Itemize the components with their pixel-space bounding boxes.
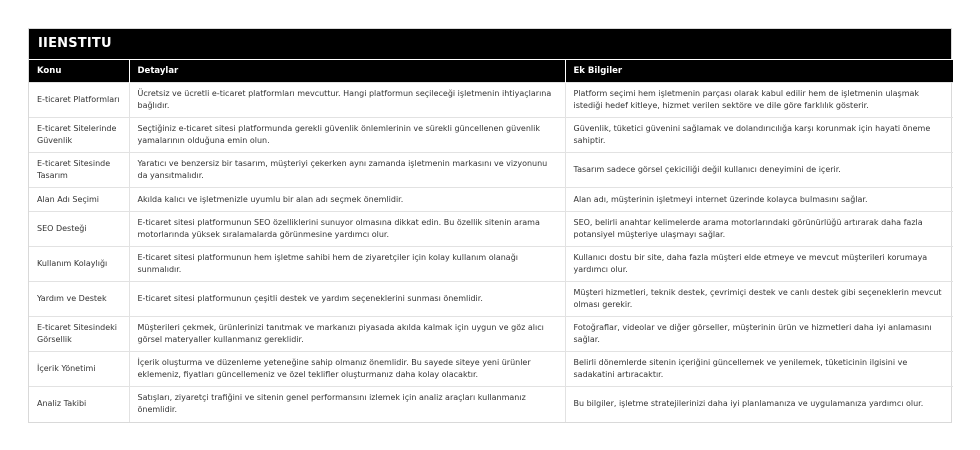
cell-detay: Satışları, ziyaretçi trafiğini ve sitenin genel performansını izlemek için analiz araçları kullanmanız önemlidir.	[129, 387, 565, 422]
header-konu: Konu	[29, 60, 129, 83]
cell-konu: E-ticaret Sitelerinde Güvenlik	[29, 118, 129, 153]
info-table	[29, 59, 953, 422]
table-row	[29, 212, 953, 247]
cell-konu: E-ticaret Sitesindeki Görsellik	[29, 317, 129, 352]
cell-konu: Alan Adı Seçimi	[29, 188, 129, 212]
cell-konu: E-ticaret Platformları	[29, 83, 129, 118]
cell-konu: SEO Desteği	[29, 212, 129, 247]
content-table-card	[28, 28, 952, 423]
cell-detay: Seçtiğiniz e-ticaret sitesi platformunda gerekli güvenlik önlemlerinin ve sürekli güncellenen güvenlik yamalarının olduğuna emin olun.	[129, 118, 565, 153]
cell-ek: Belirli dönemlerde sitenin içeriğini güncellemek ve yenilemek, tüketicinin ilgisini ve sadakatini artıracaktır.	[565, 352, 953, 387]
cell-konu: E-ticaret Sitesinde Tasarım	[29, 153, 129, 188]
table-row	[29, 387, 953, 422]
cell-ek: Müşteri hizmetleri, teknik destek, çevrimiçi destek ve canlı destek gibi seçeneklerin mevcut olması gerekir.	[565, 282, 953, 317]
cell-ek: Güvenlik, tüketici güvenini sağlamak ve dolandırıcılığa karşı korunmak için hayati öneme sahiptir.	[565, 118, 953, 153]
cell-detay: Akılda kalıcı ve işletmenizle uyumlu bir alan adı seçmek önemlidir.	[129, 188, 565, 212]
cell-ek: SEO, belirli anahtar kelimelerde arama motorlarındaki görünürlüğü artırarak daha fazla potansiyel müşteriye ulaşmayı sağlar.	[565, 212, 953, 247]
cell-ek: Tasarım sadece görsel çekiciliği değil kullanıcı deneyimini de içerir.	[565, 153, 953, 188]
cell-ek: Bu bilgiler, işletme stratejilerinizi daha iyi planlamanıza ve uygulamanıza yardımcı olur.	[565, 387, 953, 422]
header-detaylar: Detaylar	[129, 60, 565, 83]
cell-ek: Fotoğraflar, videolar ve diğer görseller, müşterinin ürün ve hizmetleri daha iyi anlamasını sağlar.	[565, 317, 953, 352]
table-row	[29, 118, 953, 153]
table-row	[29, 83, 953, 118]
cell-detay: Ücretsiz ve ücretli e-ticaret platformları mevcuttur. Hangi platformun seçileceği işletmenin ihtiyaçlarına bağlıdır.	[129, 83, 565, 118]
cell-detay: E-ticaret sitesi platformunun çeşitli destek ve yardım seçeneklerini sunması önemlidir.	[129, 282, 565, 317]
table-row	[29, 153, 953, 188]
table-row	[29, 188, 953, 212]
cell-konu: İçerik Yönetimi	[29, 352, 129, 387]
table-row	[29, 247, 953, 282]
cell-konu: Analiz Takibi	[29, 387, 129, 422]
table-row	[29, 282, 953, 317]
cell-detay: E-ticaret sitesi platformunun SEO özelliklerini sunuyor olmasına dikkat edin. Bu özellik sitenin arama motorlarında yüksek sıralamalarda görünmesine yardımcı olur.	[129, 212, 565, 247]
cell-konu: Kullanım Kolaylığı	[29, 247, 129, 282]
cell-detay: Müşterileri çekmek, ürünlerinizi tanıtmak ve markanızı piyasada akılda kalmak için uygun ve göz alıcı görsel materyaller kullanmanız gereklidir.	[129, 317, 565, 352]
cell-ek: Alan adı, müşterinin işletmeyi internet üzerinde kolayca bulmasını sağlar.	[565, 188, 953, 212]
table-row	[29, 317, 953, 352]
table-row	[29, 352, 953, 387]
header-ek-bilgiler: Ek Bilgiler	[565, 60, 953, 83]
cell-detay: E-ticaret sitesi platformunun hem işletme sahibi hem de ziyaretçiler için kolay kullanım olanağı sunmalıdır.	[129, 247, 565, 282]
cell-ek: Kullanıcı dostu bir site, daha fazla müşteri elde etmeye ve mevcut müşterileri korumaya yardımcı olur.	[565, 247, 953, 282]
cell-konu: Yardım ve Destek	[29, 282, 129, 317]
cell-detay: İçerik oluşturma ve düzenleme yeteneğine sahip olmanız önemlidir. Bu sayede siteye yeni ürünler eklemeniz, fiyatları güncellemeniz ve özel teklifler oluşturmanız daha kolay olacaktır.	[129, 352, 565, 387]
cell-detay: Yaratıcı ve benzersiz bir tasarım, müşteriyi çekerken aynı zamanda işletmenin markasını ve vizyonunu da yansıtmalıdır.	[129, 153, 565, 188]
table-header-row	[29, 60, 953, 83]
brand-title: IIENSTITU	[29, 29, 951, 59]
cell-ek: Platform seçimi hem işletmenin parçası olarak kabul edilir hem de işletmenin ulaşmak istediği hedef kitleye, hizmet verilen sektöre ve dile göre farklılık gösterir.	[565, 83, 953, 118]
